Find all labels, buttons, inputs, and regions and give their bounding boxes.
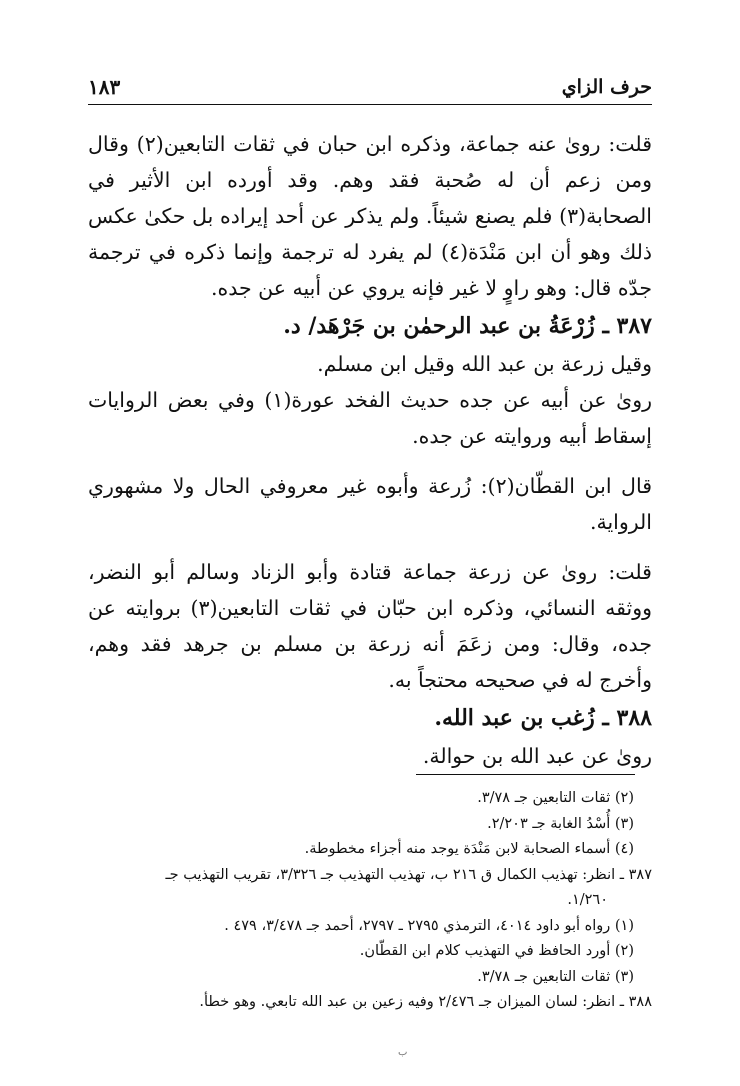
- entry-heading-388: ٣٨٨ ـ زُغب بن عبد الله.: [434, 705, 652, 731]
- stray-mark: ب: [398, 1047, 408, 1058]
- footnotes: [88, 786, 652, 1016]
- footnote-entry-387: ٣٨٧ ـ انظر: تهذيب الكمال ق ٢١٦ ب، تهذيب التهذيب جـ ٣/٣٢٦، تقريب التهذيب جـ: [165, 866, 652, 883]
- main-text: [88, 126, 652, 774]
- footnote: (١) رواه أبو داود ٤٠١٤، الترمذي ٢٧٩٥ ـ ٢٧٩٧، أحمد جـ ٣/٤٧٨، ٤٧٩ .: [224, 917, 634, 934]
- running-header: [88, 70, 652, 105]
- footnote: (٣) أُسْدُ الغابة جـ ٢/٢٠٣.: [487, 815, 634, 832]
- footnote-divider: [416, 774, 635, 775]
- footnote: (٤) أسماء الصحابة لابن مَنْدَة يوجد منه أجزاء مخطوطة.: [304, 841, 634, 857]
- paragraph-narration: روىٰ عن أبيه عن جده حديث الفخد عورة(١) وفي بعض الروايات إسقاط أبيه وروايته عن جده.: [88, 388, 652, 448]
- entry-heading-387: ٣٨٧ ـ زُرْعَةُ بن عبد الرحمٰن بن جَرْهَد/ د.: [283, 313, 652, 339]
- footnote: (٣) ثقات التابعين جـ ٣/٧٨.: [477, 968, 634, 985]
- chapter-title: حرف الزاي: [561, 76, 652, 98]
- footnote: (٢) أورد الحافظ في التهذيب كلام ابن القطّان.: [359, 943, 634, 959]
- paragraph-commentary: قلت: روىٰ عنه جماعة، وذكره ابن حبان في ثقات التابعين(٢) وقال ومن زعم أن له صُحبة فقد وهم. وقد أورده ابن الأثير في الصحابة(٣) فلم يصنع شيئاً. ولم يذكر عن أحد إيراده بل حكىٰ عكس ذلك وهو أن ابن مَنْدَة(٤) لم يفرد له ترجمة وإنما ذكره في ترجمة جدّه قال: وهو راوٍ لا غير فإنه يروي عن أبيه عن جده.: [88, 132, 653, 300]
- paragraph-alt-names: وقيل زرعة بن عبد الله وقيل ابن مسلم.: [317, 352, 652, 376]
- paragraph-ibn-qattan: قال ابن القطّان(٢): زُرعة وأبوه غير معروفي الحال ولا مشهوري الرواية.: [88, 474, 652, 534]
- paragraph-narration-2: روىٰ عن عبد الله بن حوالة.: [422, 744, 652, 768]
- footnote: (٢) ثقات التابعين جـ ٣/٧٨.: [477, 790, 634, 806]
- footnote-continuation: ١/٢٦٠.: [567, 892, 608, 908]
- paragraph-commentary-2: قلت: روىٰ عن زرعة جماعة قتادة وأبو الزناد وسالم أبو النضر، ووثقه النسائي، وذكره ابن حبّان في ثقات التابعين(٣) بروايته عن جده، وقال: ومن زعَمَ أنه زرعة بن مسلم بن جرهد فقد وهم، وأخرج له في صحيحه محتجاً به.: [88, 560, 652, 692]
- page-number: ١٨٣: [88, 75, 121, 99]
- footnote-entry-388: ٣٨٨ ـ انظر: لسان الميزان جـ ٢/٤٧٦ وفيه زعين بن عبد الله تابعي. وهو خطأ.: [199, 994, 652, 1010]
